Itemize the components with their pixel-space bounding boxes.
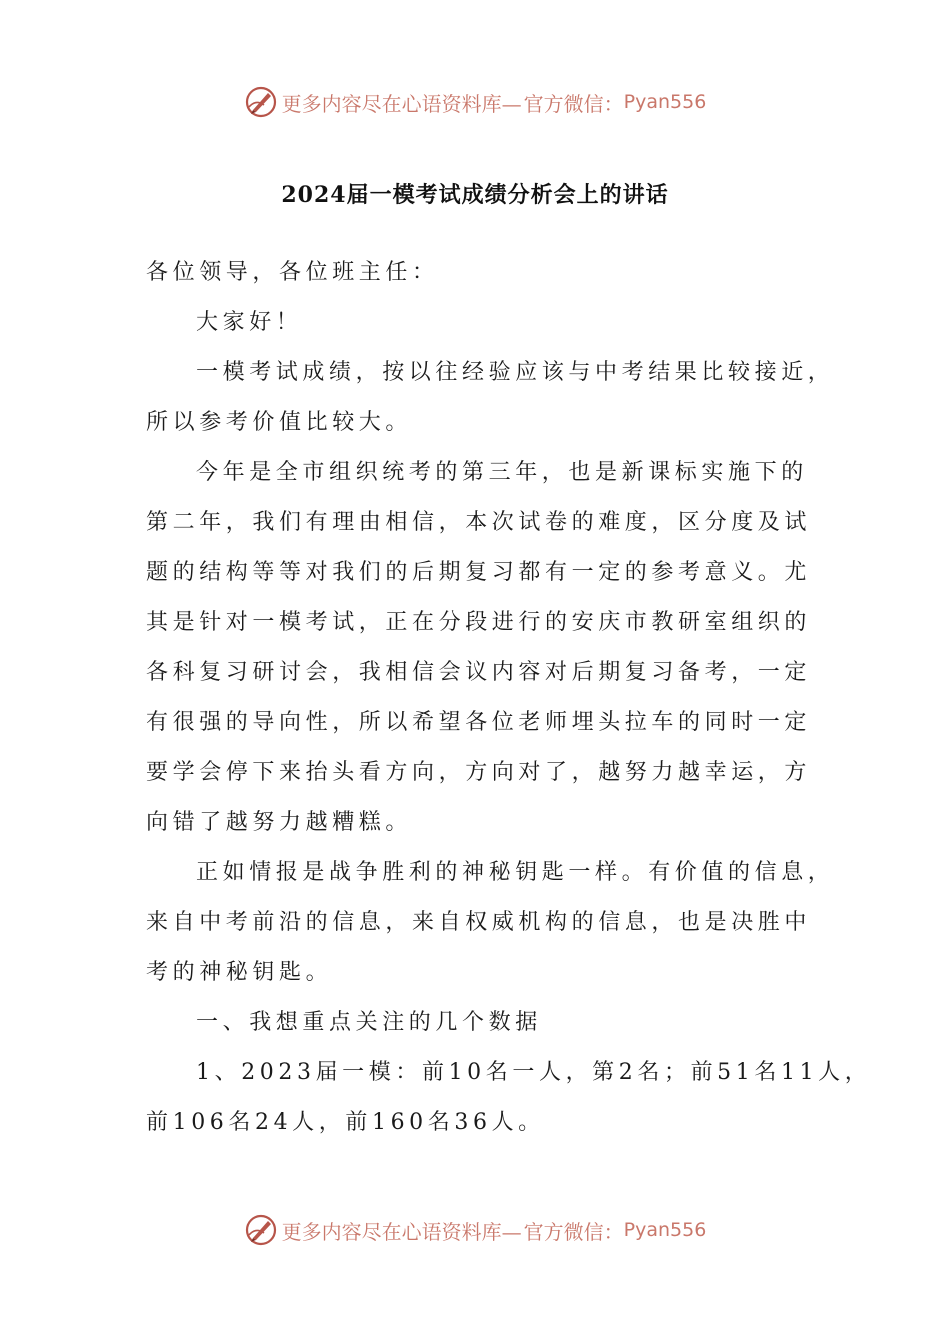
watermark-main-text: 更多内容尽在心语资料库— [281,1219,522,1244]
data-list-item: 前106名24人，前160名36人。 [146,1110,545,1135]
document-title: 2024届一模考试成绩分析会上的讲话 [281,182,669,208]
paragraph-line: 有很强的导向性，所以希望各位老师埋头拉车的同时一定 [146,710,812,735]
paragraph-line: 一模考试成绩，按以往经验应该与中考结果比较接近， [196,360,835,385]
watermark-wechat-label: 官方微信： [523,1219,624,1244]
document-body [146,248,872,1148]
paragraph-line: 来自中考前沿的信息，来自权威机构的信息，也是决胜中 [146,910,812,935]
greeting-line: 大家好！ [196,310,303,335]
watermark-wechat-label: 官方微信： [523,91,624,116]
paragraph-line: 今年是全市组织统考的第三年，也是新课标实施下的 [196,460,808,485]
paragraph-line: 考的神秘钥匙。 [146,960,333,985]
paragraph-line: 正如情报是战争胜利的神秘钥匙一样。有价值的信息， [196,860,835,885]
footer-watermark [0,1210,950,1250]
paragraph-line: 所以参考价值比较大。 [146,410,413,435]
watermark-wechat-id: Pyan556 [623,91,707,113]
paragraph-line: 要学会停下来抬头看方向，方向对了，越努力越幸运，方 [146,760,812,785]
data-list-item: 1、2023届一模：前10名一人，第2名；前51名11人， [196,1060,872,1085]
watermark-wechat-id: Pyan556 [623,1219,707,1241]
paragraph-line: 各科复习研讨会，我相信会议内容对后期复习备考，一定 [146,660,812,685]
paragraph-line: 向错了越努力越糟糕。 [146,810,413,835]
pen-logo-icon [244,1213,278,1247]
watermark-main-text: 更多内容尽在心语资料库— [281,91,522,116]
header-watermark [0,82,950,122]
paragraph-line: 题的结构等等对我们的后期复习都有一定的参考意义。尤 [146,560,812,585]
salutation-line: 各位领导，各位班主任： [146,260,439,285]
section-heading: 一、我想重点关注的几个数据 [196,1010,542,1035]
paragraph-line: 其是针对一模考试，正在分段进行的安庆市教研室组织的 [146,610,812,635]
paragraph-line: 第二年，我们有理由相信，本次试卷的难度，区分度及试 [146,510,812,535]
pen-logo-icon [244,85,278,119]
